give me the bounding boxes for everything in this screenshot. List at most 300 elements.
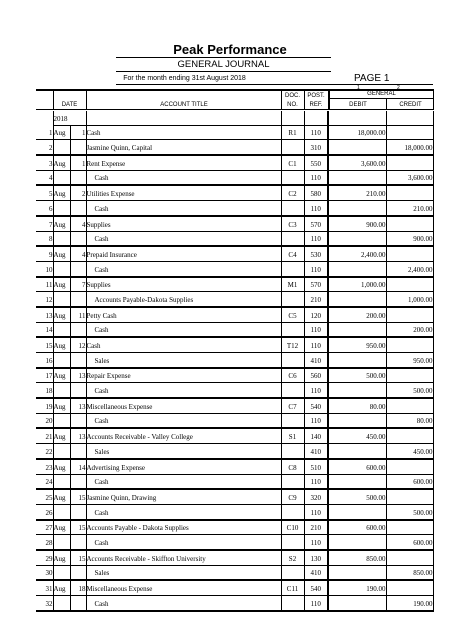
doc-cell bbox=[281, 353, 304, 368]
day-cell: 14 bbox=[70, 459, 86, 474]
journal-row bbox=[36, 398, 433, 413]
journal-row bbox=[36, 140, 433, 155]
page-number: PAGE 1 bbox=[354, 73, 390, 84]
post-header-line2: REF. bbox=[309, 102, 323, 108]
post-ref-cell: 320 bbox=[304, 489, 328, 504]
account-cell: Sales bbox=[86, 444, 281, 459]
doc-cell bbox=[281, 535, 304, 550]
day-cell bbox=[70, 261, 86, 276]
day-cell: 15 bbox=[70, 520, 86, 535]
debit-cell: 850.00 bbox=[328, 550, 386, 565]
credit-cell: 600.00 bbox=[386, 474, 433, 489]
journal-row bbox=[36, 596, 433, 611]
debit-cell: 200.00 bbox=[328, 307, 386, 322]
debit-cell: 2,400.00 bbox=[328, 246, 386, 261]
day-cell: 12 bbox=[70, 337, 86, 352]
line-number: 7 bbox=[36, 216, 53, 231]
post-ref-cell: 110 bbox=[304, 125, 328, 140]
credit-cell bbox=[386, 520, 433, 535]
post-header-line1: POST. bbox=[307, 93, 325, 99]
debit-cell: 500.00 bbox=[328, 489, 386, 504]
doc-cell bbox=[281, 261, 304, 276]
journal-row bbox=[36, 307, 433, 322]
account-cell: Petty Cash bbox=[86, 307, 281, 322]
month-cell: Aug bbox=[53, 550, 70, 565]
account-cell: Cash bbox=[86, 383, 281, 398]
day-cell: 2 bbox=[70, 185, 86, 200]
post-ref-cell: 110 bbox=[304, 383, 328, 398]
debit-column-number: 1 bbox=[357, 85, 360, 91]
credit-cell bbox=[386, 125, 433, 140]
post-ref-cell: 140 bbox=[304, 428, 328, 443]
post-ref-cell: 410 bbox=[304, 565, 328, 580]
month-cell bbox=[53, 231, 70, 246]
doc-cell bbox=[281, 322, 304, 337]
account-cell: Advertising Expense bbox=[86, 459, 281, 474]
month-cell: Aug bbox=[53, 155, 70, 170]
line-number: 19 bbox=[36, 398, 53, 413]
line-number: 26 bbox=[36, 504, 53, 519]
column-header bbox=[36, 89, 434, 110]
doc-cell bbox=[281, 201, 304, 216]
account-cell: Cash bbox=[86, 474, 281, 489]
journal-row bbox=[36, 277, 433, 292]
journal-row bbox=[36, 504, 433, 519]
credit-cell bbox=[386, 337, 433, 352]
post-ref-cell: 560 bbox=[304, 368, 328, 383]
month-cell: Aug bbox=[53, 125, 70, 140]
account-cell: Cash bbox=[86, 504, 281, 519]
month-cell bbox=[53, 140, 70, 155]
post-ref-cell: 110 bbox=[304, 535, 328, 550]
day-cell: 15 bbox=[70, 489, 86, 504]
account-cell: Supplies bbox=[86, 277, 281, 292]
day-cell bbox=[70, 322, 86, 337]
debit-cell bbox=[328, 353, 386, 368]
debit-cell bbox=[328, 261, 386, 276]
journal-row bbox=[36, 125, 433, 140]
doc-header-line1: DOC. bbox=[285, 93, 300, 99]
post-ref-cell: 570 bbox=[304, 216, 328, 231]
month-cell: Aug bbox=[53, 489, 70, 504]
line-number: 18 bbox=[36, 383, 53, 398]
day-cell bbox=[70, 413, 86, 428]
doc-cell: C6 bbox=[281, 368, 304, 383]
debit-cell: 80.00 bbox=[328, 398, 386, 413]
line-number: 22 bbox=[36, 444, 53, 459]
doc-header-line2: NO. bbox=[287, 102, 298, 108]
journal-row bbox=[36, 155, 433, 170]
line-number: 3 bbox=[36, 155, 53, 170]
month-cell bbox=[53, 383, 70, 398]
post-ref-cell: 530 bbox=[304, 246, 328, 261]
journal-title: GENERAL JOURNAL bbox=[177, 59, 270, 70]
month-cell: Aug bbox=[53, 307, 70, 322]
journal-row bbox=[36, 201, 433, 216]
month-cell: Aug bbox=[53, 520, 70, 535]
account-cell: Miscellaneous Expense bbox=[86, 398, 281, 413]
month-cell: Aug bbox=[53, 428, 70, 443]
doc-cell: R1 bbox=[281, 125, 304, 140]
month-cell: Aug bbox=[53, 398, 70, 413]
post-ref-cell: 550 bbox=[304, 155, 328, 170]
doc-cell: S2 bbox=[281, 550, 304, 565]
day-cell: 7 bbox=[70, 277, 86, 292]
doc-cell bbox=[281, 231, 304, 246]
day-cell bbox=[70, 170, 86, 185]
journal-row bbox=[36, 246, 433, 261]
doc-cell bbox=[281, 504, 304, 519]
account-cell: Repair Expense bbox=[86, 368, 281, 383]
debit-cell bbox=[328, 504, 386, 519]
year-cell: 2018 bbox=[53, 111, 86, 125]
doc-cell bbox=[281, 413, 304, 428]
account-cell: Jasmine Quinn, Drawing bbox=[86, 489, 281, 504]
debit-cell bbox=[328, 565, 386, 580]
debit-cell: 900.00 bbox=[328, 216, 386, 231]
day-cell bbox=[70, 565, 86, 580]
account-cell: Accounts Payable - Dakota Supplies bbox=[86, 520, 281, 535]
credit-cell: 18,000.00 bbox=[386, 140, 433, 155]
day-cell: 18 bbox=[70, 580, 86, 595]
debit-cell bbox=[328, 383, 386, 398]
line-number: 25 bbox=[36, 489, 53, 504]
post-ref-cell: 540 bbox=[304, 580, 328, 595]
journal-row bbox=[36, 353, 433, 368]
journal-row bbox=[36, 535, 433, 550]
post-ref-cell: 540 bbox=[304, 398, 328, 413]
day-cell bbox=[70, 474, 86, 489]
month-cell bbox=[53, 353, 70, 368]
day-cell: 15 bbox=[70, 550, 86, 565]
line-number: 13 bbox=[36, 307, 53, 322]
credit-cell bbox=[386, 155, 433, 170]
account-cell: Supplies bbox=[86, 216, 281, 231]
post-ref-cell: 410 bbox=[304, 444, 328, 459]
debit-cell bbox=[328, 170, 386, 185]
doc-cell bbox=[281, 292, 304, 307]
day-cell: 11 bbox=[70, 307, 86, 322]
debit-cell bbox=[328, 231, 386, 246]
date-header: DATE bbox=[61, 102, 78, 108]
doc-cell bbox=[281, 140, 304, 155]
debit-cell bbox=[328, 322, 386, 337]
day-cell bbox=[70, 504, 86, 519]
debit-cell: 950.00 bbox=[328, 337, 386, 352]
line-number: 28 bbox=[36, 535, 53, 550]
debit-header: DEBIT bbox=[349, 102, 367, 108]
doc-cell bbox=[281, 444, 304, 459]
line-number: 24 bbox=[36, 474, 53, 489]
account-cell: Sales bbox=[86, 565, 281, 580]
day-cell bbox=[70, 596, 86, 611]
line-number bbox=[36, 111, 53, 125]
day-cell bbox=[70, 231, 86, 246]
year-row bbox=[36, 111, 433, 125]
credit-cell bbox=[386, 216, 433, 231]
debit-cell bbox=[328, 596, 386, 611]
post-ref-cell: 110 bbox=[304, 201, 328, 216]
line-number: 16 bbox=[36, 353, 53, 368]
account-cell: Jasmine Quinn, Capital bbox=[86, 140, 281, 155]
account-cell: Cash bbox=[86, 201, 281, 216]
period-rule bbox=[116, 84, 331, 85]
debit-cell: 18,000.00 bbox=[328, 125, 386, 140]
account-cell: Cash bbox=[86, 231, 281, 246]
credit-cell bbox=[386, 489, 433, 504]
journal-row bbox=[36, 550, 433, 565]
account-cell: Accounts Receivable - Skiffton University bbox=[86, 550, 281, 565]
journal-row bbox=[36, 261, 433, 276]
debit-cell: 3,600.00 bbox=[328, 155, 386, 170]
line-number: 5 bbox=[36, 185, 53, 200]
post-ref-cell: 120 bbox=[304, 307, 328, 322]
debit-cell bbox=[328, 444, 386, 459]
journal-row bbox=[36, 170, 433, 185]
debit-cell: 190.00 bbox=[328, 580, 386, 595]
credit-cell: 3,600.00 bbox=[386, 170, 433, 185]
credit-cell: 190.00 bbox=[386, 596, 433, 611]
month-cell bbox=[53, 413, 70, 428]
post-ref-cell: 310 bbox=[304, 140, 328, 155]
credit-cell: 600.00 bbox=[386, 535, 433, 550]
doc-cell bbox=[281, 111, 304, 125]
page-rule bbox=[330, 84, 433, 85]
post-ref-cell: 110 bbox=[304, 596, 328, 611]
doc-cell: C11 bbox=[281, 580, 304, 595]
month-cell bbox=[53, 292, 70, 307]
month-cell bbox=[53, 474, 70, 489]
credit-cell bbox=[386, 111, 433, 125]
debit-cell: 1,000.00 bbox=[328, 277, 386, 292]
line-number: 21 bbox=[36, 428, 53, 443]
day-cell: 4 bbox=[70, 246, 86, 261]
journal-table bbox=[36, 111, 434, 612]
journal-row bbox=[36, 368, 433, 383]
debit-cell bbox=[328, 535, 386, 550]
account-cell: Accounts Receivable - Valley College bbox=[86, 428, 281, 443]
journal-row bbox=[36, 428, 433, 443]
month-cell: Aug bbox=[53, 277, 70, 292]
account-cell: Miscellaneous Expense bbox=[86, 580, 281, 595]
doc-cell: C10 bbox=[281, 520, 304, 535]
post-ref-cell: 110 bbox=[304, 474, 328, 489]
line-number: 1 bbox=[36, 125, 53, 140]
day-cell bbox=[70, 201, 86, 216]
credit-cell bbox=[386, 398, 433, 413]
post-ref-cell: 210 bbox=[304, 292, 328, 307]
post-ref-cell: 110 bbox=[304, 322, 328, 337]
credit-cell bbox=[386, 368, 433, 383]
account-cell: Cash bbox=[86, 125, 281, 140]
journal-row bbox=[36, 474, 433, 489]
account-cell: Sales bbox=[86, 353, 281, 368]
journal-row bbox=[36, 185, 433, 200]
debit-cell: 450.00 bbox=[328, 428, 386, 443]
account-cell: Rent Expense bbox=[86, 155, 281, 170]
line-number: 20 bbox=[36, 413, 53, 428]
journal-body bbox=[36, 111, 433, 611]
title-rule bbox=[116, 57, 331, 58]
doc-cell bbox=[281, 474, 304, 489]
debit-cell: 600.00 bbox=[328, 520, 386, 535]
general-header: GENERAL bbox=[367, 91, 396, 97]
line-number: 9 bbox=[36, 246, 53, 261]
line-number: 32 bbox=[36, 596, 53, 611]
doc-cell: M1 bbox=[281, 277, 304, 292]
day-cell bbox=[70, 353, 86, 368]
day-cell bbox=[70, 140, 86, 155]
credit-cell bbox=[386, 277, 433, 292]
line-number: 23 bbox=[36, 459, 53, 474]
doc-cell: C9 bbox=[281, 489, 304, 504]
journal-row bbox=[36, 580, 433, 595]
journal-row bbox=[36, 337, 433, 352]
doc-cell: C1 bbox=[281, 155, 304, 170]
month-cell: Aug bbox=[53, 459, 70, 474]
debit-cell: 500.00 bbox=[328, 368, 386, 383]
credit-cell bbox=[386, 580, 433, 595]
month-cell: Aug bbox=[53, 216, 70, 231]
credit-cell bbox=[386, 550, 433, 565]
line-number: 2 bbox=[36, 140, 53, 155]
day-cell: 13 bbox=[70, 398, 86, 413]
credit-cell: 210.00 bbox=[386, 201, 433, 216]
doc-cell bbox=[281, 565, 304, 580]
post-cell bbox=[304, 111, 328, 125]
doc-cell: S1 bbox=[281, 428, 304, 443]
line-number: 12 bbox=[36, 292, 53, 307]
journal-row bbox=[36, 520, 433, 535]
journal-rule bbox=[116, 71, 331, 72]
doc-cell: C8 bbox=[281, 459, 304, 474]
month-cell: Aug bbox=[53, 185, 70, 200]
journal-row bbox=[36, 383, 433, 398]
debit-cell bbox=[328, 140, 386, 155]
debit-cell bbox=[328, 292, 386, 307]
post-ref-cell: 110 bbox=[304, 261, 328, 276]
account-cell: Cash bbox=[86, 337, 281, 352]
account-cell bbox=[86, 111, 281, 125]
month-cell bbox=[53, 504, 70, 519]
month-cell: Aug bbox=[53, 368, 70, 383]
line-number: 11 bbox=[36, 277, 53, 292]
debit-cell bbox=[328, 111, 386, 125]
day-cell: 13 bbox=[70, 428, 86, 443]
account-cell: Utilities Expense bbox=[86, 185, 281, 200]
line-number: 15 bbox=[36, 337, 53, 352]
credit-cell: 850.00 bbox=[386, 565, 433, 580]
line-number: 30 bbox=[36, 565, 53, 580]
credit-cell: 500.00 bbox=[386, 504, 433, 519]
line-number: 31 bbox=[36, 580, 53, 595]
journal-row bbox=[36, 322, 433, 337]
line-number: 10 bbox=[36, 261, 53, 276]
doc-cell: C2 bbox=[281, 185, 304, 200]
account-cell: Cash bbox=[86, 170, 281, 185]
month-cell bbox=[53, 444, 70, 459]
account-title-header: ACCOUNT TITLE bbox=[160, 102, 208, 108]
account-cell: Cash bbox=[86, 261, 281, 276]
credit-cell: 200.00 bbox=[386, 322, 433, 337]
day-cell: 1 bbox=[70, 155, 86, 170]
header-bottom-rule bbox=[36, 109, 434, 110]
day-cell bbox=[70, 444, 86, 459]
doc-cell: C7 bbox=[281, 398, 304, 413]
account-cell: Cash bbox=[86, 413, 281, 428]
credit-header: CREDIT bbox=[399, 102, 422, 108]
day-cell bbox=[70, 535, 86, 550]
credit-cell: 500.00 bbox=[386, 383, 433, 398]
journal-row bbox=[36, 292, 433, 307]
doc-cell: T12 bbox=[281, 337, 304, 352]
doc-cell: C3 bbox=[281, 216, 304, 231]
company-name: Peak Performance bbox=[173, 42, 287, 57]
credit-cell: 950.00 bbox=[386, 353, 433, 368]
journal-row bbox=[36, 459, 433, 474]
post-ref-cell: 110 bbox=[304, 170, 328, 185]
month-cell bbox=[53, 596, 70, 611]
debit-cell: 210.00 bbox=[328, 185, 386, 200]
doc-cell bbox=[281, 596, 304, 611]
line-number: 4 bbox=[36, 170, 53, 185]
line-number: 27 bbox=[36, 520, 53, 535]
line-number: 8 bbox=[36, 231, 53, 246]
day-cell bbox=[70, 292, 86, 307]
day-cell: 4 bbox=[70, 216, 86, 231]
journal-row bbox=[36, 565, 433, 580]
account-cell: Cash bbox=[86, 535, 281, 550]
credit-cell bbox=[386, 246, 433, 261]
debit-cell: 600.00 bbox=[328, 459, 386, 474]
month-cell: Aug bbox=[53, 580, 70, 595]
post-ref-cell: 210 bbox=[304, 520, 328, 535]
day-cell: 13 bbox=[70, 368, 86, 383]
doc-cell: C5 bbox=[281, 307, 304, 322]
post-ref-cell: 110 bbox=[304, 337, 328, 352]
month-cell: Aug bbox=[53, 246, 70, 261]
month-cell bbox=[53, 565, 70, 580]
post-ref-cell: 110 bbox=[304, 231, 328, 246]
month-cell bbox=[53, 535, 70, 550]
month-cell bbox=[53, 201, 70, 216]
credit-column-number: 2 bbox=[397, 85, 400, 91]
credit-cell: 900.00 bbox=[386, 231, 433, 246]
account-cell: Cash bbox=[86, 322, 281, 337]
journal-row bbox=[36, 413, 433, 428]
post-ref-cell: 130 bbox=[304, 550, 328, 565]
month-cell: Aug bbox=[53, 337, 70, 352]
debit-cell bbox=[328, 413, 386, 428]
line-number: 6 bbox=[36, 201, 53, 216]
journal-row bbox=[36, 444, 433, 459]
credit-cell: 80.00 bbox=[386, 413, 433, 428]
day-cell: 1 bbox=[70, 125, 86, 140]
post-ref-cell: 110 bbox=[304, 504, 328, 519]
month-cell bbox=[53, 170, 70, 185]
month-cell bbox=[53, 261, 70, 276]
post-ref-cell: 510 bbox=[304, 459, 328, 474]
post-ref-cell: 580 bbox=[304, 185, 328, 200]
debit-cell bbox=[328, 474, 386, 489]
post-ref-cell: 570 bbox=[304, 277, 328, 292]
post-ref-cell: 410 bbox=[304, 353, 328, 368]
credit-cell bbox=[386, 428, 433, 443]
account-cell: Prepaid Insurance bbox=[86, 246, 281, 261]
journal-row bbox=[36, 489, 433, 504]
debit-cell bbox=[328, 201, 386, 216]
general-rule bbox=[329, 98, 434, 99]
